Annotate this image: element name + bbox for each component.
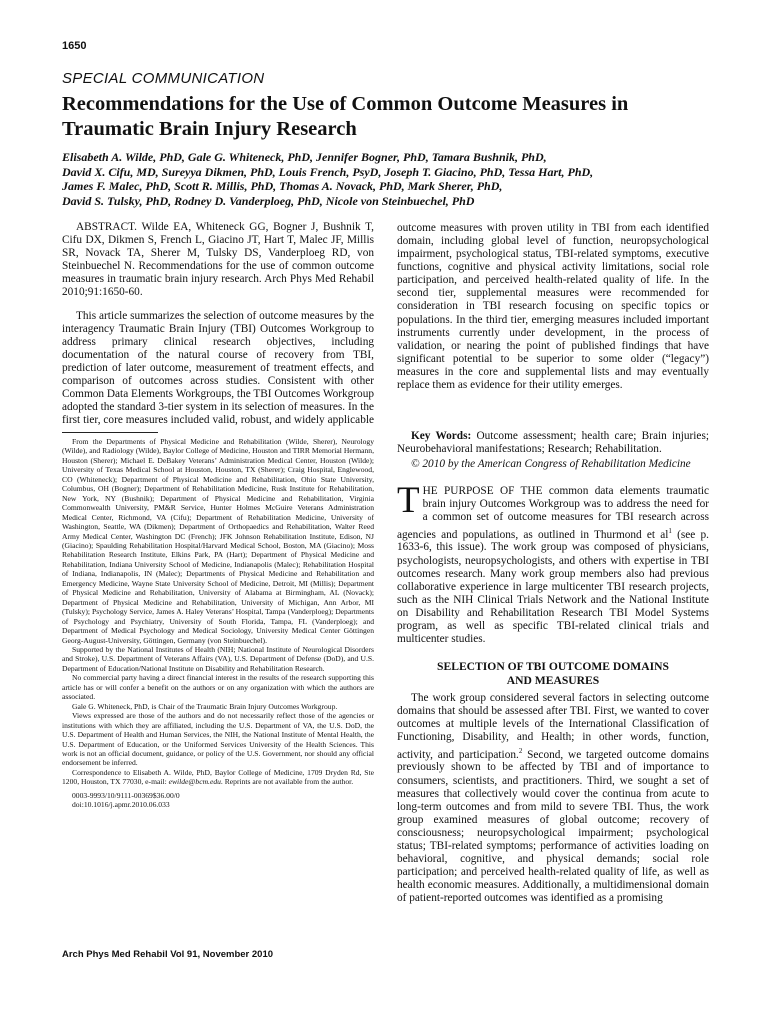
right-column	[397, 221, 709, 905]
journal-footer: Arch Phys Med Rehabil Vol 91, November 2010	[62, 949, 274, 960]
author-line: David S. Tulsky, PhD, Rodney D. Vanderploeg, PhD, Nicole von Steinbuechel, PhD	[62, 193, 475, 208]
heading-line-2: AND MEASURES	[506, 674, 600, 688]
author-list	[62, 150, 722, 208]
doi[interactable]: doi:10.1016/j.apmr.2010.06.033	[72, 800, 170, 810]
keywords	[397, 430, 709, 456]
author-line: James F. Malec, PhD, Scott R. Millis, PhD, Thomas A. Novack, PhD, Mark Sherer, PhD,	[62, 179, 503, 193]
heading-line-1: SELECTION OF TBI OUTCOME DOMAINS	[437, 660, 669, 674]
footnote-support: Supported by the National Institutes of Health (NIH; National Institute of Neurological Disorders and Stroke), U.S. Department of Veterans Affairs (VA), U.S. Department of Defense (DoD), and U.S. Department of Education/National Institute on Disability and Rehabilitation Research.	[62, 644, 374, 673]
copyright: © 2010 by the American Congress of Rehabilitation Medicine	[411, 458, 691, 471]
intro-text: common data elements traumatic brain injury Outcomes Workgroup was to address the need for a common set of outcome measures for TBI research across agencies and populations, as outlined in Thurmond et al	[397, 485, 709, 541]
correspondence-end: . Reprints are not available from the author.	[220, 777, 354, 787]
section-text: The work group considered several factors in selecting outcome domains that should be assessed after TBI. First, we wanted to cover outcomes at multiple levels of the International Classification of Functioning, Disability, and Health; in other words, function, activity, and participation.	[397, 692, 709, 761]
section-heading	[397, 660, 709, 688]
ref-1[interactable]: 1	[668, 526, 672, 535]
page-number: 1650	[62, 40, 87, 52]
footnotes	[62, 432, 374, 810]
footnote-chair: Gale G. Whiteneck, PhD, is Chair of the Traumatic Brain Injury Outcomes Workgroup.	[72, 701, 338, 711]
article-title: Recommendations for the Use of Common Outcome Measures in Traumatic Brain Injury Research	[62, 93, 629, 140]
section-label: SPECIAL COMMUNICATION	[62, 70, 265, 87]
email-link[interactable]: ewilde@bcm.edu	[168, 777, 221, 787]
abstract-citation: ABSTRACT. Wilde EA, Whiteneck GG, Bogner J, Bushnik T, Cifu DX, Dikmen S, French L, Giacino JT, Hart T, Malec JF, Millis SR, Novack TA, Sherer M, Tulsky DS, Vanderploeg RD, von Steinbuechel N. Recommendations for the use of common outcome measures in traumatic brain injury research. Arch Phys Med Rehabil 2010;91:1650-60.	[62, 221, 374, 299]
footnote-affiliations: From the Departments of Physical Medicine and Rehabilitation (Wilde, Sherer), Neurology (Wilde), and Radiology (Wilde), Baylor College of Medicine, Houston and TIRR Memorial Hermann, Houston (Sherer); Michael E. DeBakey Veterans’ Administration Medical Center, Houston (Wilde); University of Texas Medical School at Houston, Houston, TX (Sherer); Craig Hospital, Englewood, CO (Whiteneck); Department of Physical Medicine and Rehabilitation, Ohio State University, Columbus, OH (Bogner); Department of Rehabilitation Medicine, Rusk Institute for Rehabilitation, New York, NY (Bushnik); Department of Physical Medicine and Rehabilitation, Virginia Commonwealth University, PM&R Service, Hunter Holmes McGuire Veterans Administration Medical Center, Richmond, VA (Cifu); Department of Rehabilitation Medicine, University of Washington, Seattle, WA (Dikmen); Department of Orthopaedics and Rehabilitation, Walter Reed Army Medical Center, Washington DC (French); JFK Johnson Rehabilitation Institute, Edison, NJ (Giacino); Spaulding Rehabilitation Hospital/Harvard Medical School, Boston, MA (Giacino); Moss Rehabilitation Research Institute, Elkins Park, PA (Hart); Department of Physical Medicine and Rehabilitation, Indiana University School of Medicine, Indianapolis (Malec); Rehabilitation Hospital of Indiana, Indianapolis, IN (Malec); Departments of Physical Medicine and Rehabilitation and Emergency Medicine, Wayne State University School of Medicine, Detroit, MI (Millis); Department of Physical Medicine and Rehabilitation, University of Alabama at Birmingham, AL (Novack); Department of Physical Medicine and Rehabilitation, University of Michigan, Ann Arbor, MI (Tulsky); Psychology Service, James A. Haley Veterans’ Hospital, Tampa (Vanderploeg); Departments of Psychology and Psychiatry, University of South Florida, Tampa, FL (Vanderploeg); and Department of Medical Psychology and Medical Sociology, University Medical Center Göttingen Georg-August-University, Göttingen, Germany (von Steinbuechel).	[62, 437, 374, 645]
abstract-summary: This article summarizes the selection of outcome measures by the interagency Traumatic Brain Injury (TBI) Outcomes Workgroup to address primary clinical research objectives, including documentation of the natural course of recovery from TBI, prediction of later outcome, measurement of treatment effects, and comparison of outcomes across studies. Consistent with other Common Data Elements Workgroups, the TBI Outcomes Workgroup adopted the standard 3-tier system in its selection of measures. In the first tier, core measures included valid, robust, and widely applicable	[62, 309, 374, 427]
drop-cap: T	[397, 480, 420, 522]
author-line: David X. Cifu, MD, Sureyya Dikmen, PhD, Louis French, PsyD, Joseph T. Giacino, PhD, Tessa Hart, PhD,	[62, 164, 594, 179]
ref-2[interactable]: 2	[518, 746, 523, 755]
keywords-text: Outcome assessment; health care; Brain injuries; Neurobehavioral manifestations; Research; Rehabilitation.	[397, 430, 709, 456]
issn: 0003-9993/10/9111-00369$36.00/0	[72, 790, 180, 800]
abstract-continued	[397, 221, 709, 430]
footnote-interest: No commercial party having a direct financial interest in the results of the research supporting this article has or will confer a benefit on the authors or on any organization with which the authors are associated.	[62, 673, 374, 702]
section-paragraph	[397, 692, 709, 905]
keywords-label: Key Words:	[411, 430, 472, 442]
intro-paragraph	[397, 480, 709, 646]
left-column	[62, 221, 374, 427]
section-text-2: Second, we targeted outcome domains previously shown to be affected by TBI and of importance to consumers, scientists, and practitioners. Third, we sought a set of measures that collectively would cover the continua from acute to long-term outcomes and from mild to severe TBI. Thus, the work group examined measures of global outcome; recovery of consciousness; neuropsychological impairment; psychological status; TBI-related symptoms; performance of activities loading on behavioral, cognitive, and physical demands; social role participation; and perceived health-related quality of life, as well as health economic measures. Additionally, a multidimensional domain of patient-reported outcomes was identified as a promising	[397, 748, 709, 905]
footnote-rule	[62, 432, 158, 433]
author-line: Elisabeth A. Wilde, PhD, Gale G. Whiteneck, PhD, Jennifer Bogner, PhD, Tamara Bushnik, PhD,	[62, 150, 547, 164]
footnote-correspondence	[62, 768, 374, 787]
intro-text-2: (see p. 1633-6, this issue). The work group was composed of physicians, psychologists, neuropsychologists, and others with expertise in TBI outcomes research. Many work group members also had previous collaborative experience in large multicenter TBI research projects, such as the NIH Clinical Trials Network and the National Institute on Disability and Rehabilitation Research TBI Model Systems program, as well as specific TBI-related clinical trials and multicenter studies.	[397, 528, 709, 646]
footnote-views: Views expressed are those of the authors and do not necessarily reflect those of the agencies or institutions with which they are affiliated, including the U.S. Department of VA, the U.S. DoD, the U.S. Department of Health and Human Services, the NIH, the National Institute of Mental Health, the U.S. Department of Education, or the Uniformed Services University of the Health Sciences. This work is not an official document, guidance, or policy of the U.S. Government, nor should any official endorsement be inferred.	[62, 711, 374, 768]
correspondence-text: Correspondence to Elisabeth A. Wilde, PhD, Baylor College of Medicine, 1709 Dryden Rd, Ste 1200, Houston, TX 77030, e-mail:	[62, 767, 374, 787]
abstract-summary-continued: outcome measures with proven utility in TBI from each identified domain, including global level of function, neuropsychological impairment, psychological status, TBI-related symptoms, executive functions, cognitive and physical activity limitations, social role participation, and perceived health-related quality of life. In the second tier, supplemental measures were recommended for consideration in TBI research focusing on specific topics or populations. In the third tier, emerging measures included important instruments currently under development, in the process of validation, or nearing the point of published findings that have significant potential to be superior to some older (“legacy”) measures in the core and supplemental lists and may eventually replace them as evidence for their utility emerges.	[397, 221, 709, 391]
intro-lead: HE PURPOSE OF THE	[422, 485, 543, 498]
